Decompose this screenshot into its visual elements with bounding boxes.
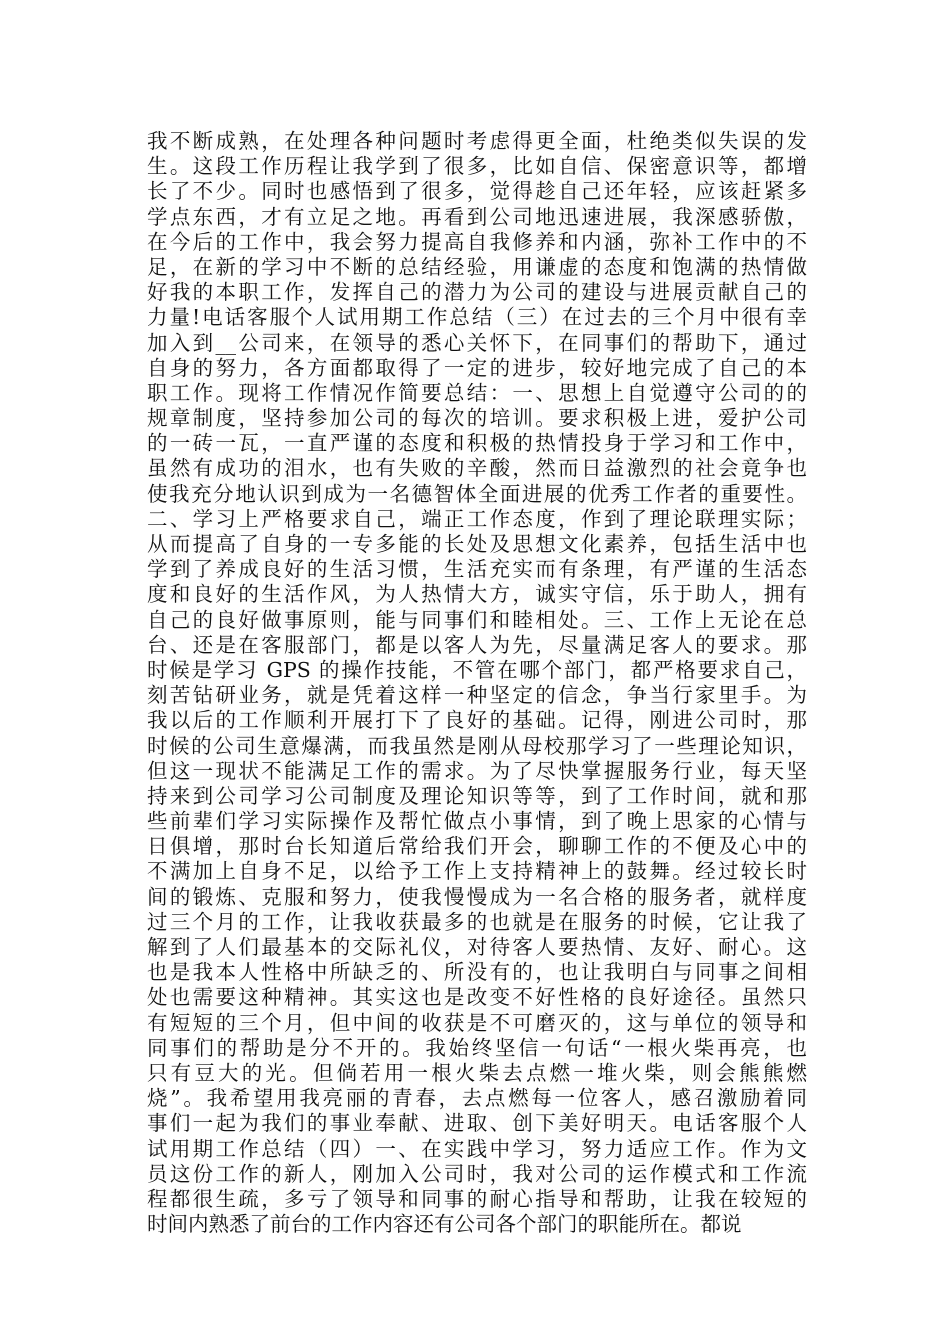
text-line: 长了不少。同时也感悟到了很多，觉得趁自己还年轻，应该赶紧多 — [147, 179, 807, 204]
text-line: 不满加上自身不足，以给予工作上支持精神上的鼓舞。经过较长时 — [147, 859, 807, 884]
text-line: 度和良好的生活作风，为人热情大方，诚实守信，乐于助人，拥有 — [147, 582, 807, 607]
text-line: 同事们的帮助是分不开的。我始终坚信一句话“一根火柴再亮，也 — [147, 1035, 807, 1060]
text-line: 解到了人们最基本的交际礼仪，对待客人要热情、友好、耐心。这 — [147, 935, 807, 959]
text-line: 力量!电话客服个人试用期工作总结（三）在过去的三个月中很有幸 — [147, 305, 807, 330]
text-line: 时候的公司生意爆满，而我虽然是刚从母校那学习了一些理论知识， — [147, 733, 807, 758]
text-line: 烧”。我希望用我亮丽的青春，去点燃每一位客人，感召激励着同 — [147, 1086, 807, 1111]
text-line: 试用期工作总结（四）一、在实践中学习，努力适应工作。作为文 — [147, 1136, 807, 1161]
text-line: 规章制度，坚持参加公司的每次的培训。要求积极上进，爱护公司 — [147, 406, 807, 431]
text-line: 只有豆大的光。但倘若用一根火柴去点燃一堆火柴，则会熊熊燃 — [147, 1060, 807, 1085]
text-line: 过三个月的工作，让我收获最多的也就是在服务的时候，它让我了 — [147, 909, 807, 934]
text-line: 也是我本人性格中所缺乏的、所没有的，也让我明白与同事之间相 — [147, 960, 807, 985]
body-text — [147, 129, 807, 1237]
text-line: 事们一起为我们的事业奉献、进取、创下美好明天。电话客服个人 — [147, 1111, 807, 1136]
text-line: 程都很生疏，多亏了领导和同事的耐心指导和帮助，让我在较短的 — [147, 1186, 807, 1211]
text-line: 好我的本职工作，发挥自己的潜力为公司的建设与进展贡献自己的 — [147, 280, 807, 305]
text-line: 处也需要这种精神。其实这也是改变不好性格的良好途径。虽然只 — [147, 985, 807, 1010]
text-line: 自身的努力，各方面都取得了一定的进步，较好地完成了自己的本 — [147, 355, 807, 380]
text-line: 台、还是在客服部门，都是以客人为先，尽量满足客人的要求。那 — [147, 632, 807, 657]
text-line: 自己的良好做事原则，能与同事们和睦相处。三、工作上无论在总 — [147, 607, 807, 632]
text-line: 我以后的工作顺利开展打下了良好的基础。记得，刚进公司时，那 — [147, 708, 807, 733]
text-line: 我不断成熟，在处理各种问题时考虑得更全面，杜绝类似失误的发 — [147, 129, 807, 153]
text-line: 时候是学习 GPS 的操作技能，不管在哪个部门，都严格要求自己， — [147, 657, 807, 682]
text-line: 足，在新的学习中不断的总结经验，用谦虚的态度和饱满的热情做 — [147, 254, 807, 279]
text-line: 学到了养成良好的生活习惯，生活充实而有条理，有严谨的生活态 — [147, 557, 807, 582]
text-line: 在今后的工作中，我会努力提高自我修养和内涵，弥补工作中的不 — [147, 229, 807, 254]
text-line: 些前辈们学习实际操作及帮忙做点小事情，到了晚上思家的心情与 — [147, 809, 807, 834]
text-line: 职工作。现将工作情况作简要总结：一、思想上自觉遵守公司的的 — [147, 380, 807, 405]
text-line: 加入到__公司来，在领导的悉心关怀下，在同事们的帮助下，通过 — [147, 330, 807, 355]
text-line: 虽然有成功的泪水，也有失败的辛酸，然而日益激烈的社会竟争也 — [147, 456, 807, 481]
text-line: 持来到公司学习公司制度及理论知识等等，到了工作时间，就和那 — [147, 783, 807, 808]
text-line: 刻苦钻研业务，就是凭着这样一种坚定的信念，争当行家里手。为 — [147, 683, 807, 708]
text-line: 间的锻炼、克服和努力，使我慢慢成为一名合格的服务者，就样度 — [147, 884, 807, 909]
text-line: 时间内熟悉了前台的工作内容还有公司各个部门的职能所在。都说 — [147, 1212, 742, 1237]
text-line: 二、学习上严格要求自己，端正工作态度，作到了理论联理实际； — [147, 506, 807, 531]
text-line: 学点东西，才有立足之地。再看到公司地迅速进展，我深感骄傲， — [147, 204, 807, 229]
text-line: 使我充分地认识到成为一名德智体全面进展的优秀工作者的重要性。 — [147, 481, 807, 506]
text-line: 从而提高了自身的一专多能的长处及思想文化素养，包括生活中也 — [147, 532, 807, 556]
text-line: 生。这段工作历程让我学到了很多，比如自信、保密意识等，都增 — [147, 154, 807, 179]
text-line: 员这份工作的新人，刚加入公司时，我对公司的运作模式和工作流 — [147, 1161, 807, 1186]
text-line: 有短短的三个月，但中间的收获是不可磨灭的，这与单位的领导和 — [147, 1010, 807, 1035]
text-line: 但这一现状不能满足工作的需求。为了尽快掌握服务行业，每天坚 — [147, 758, 807, 783]
text-line: 日俱增，那时台长知道后常给我们开会，聊聊工作的不便及心中的 — [147, 834, 807, 859]
text-line: 的一砖一瓦，一直严谨的态度和积极的热情投身于学习和工作中， — [147, 431, 807, 456]
